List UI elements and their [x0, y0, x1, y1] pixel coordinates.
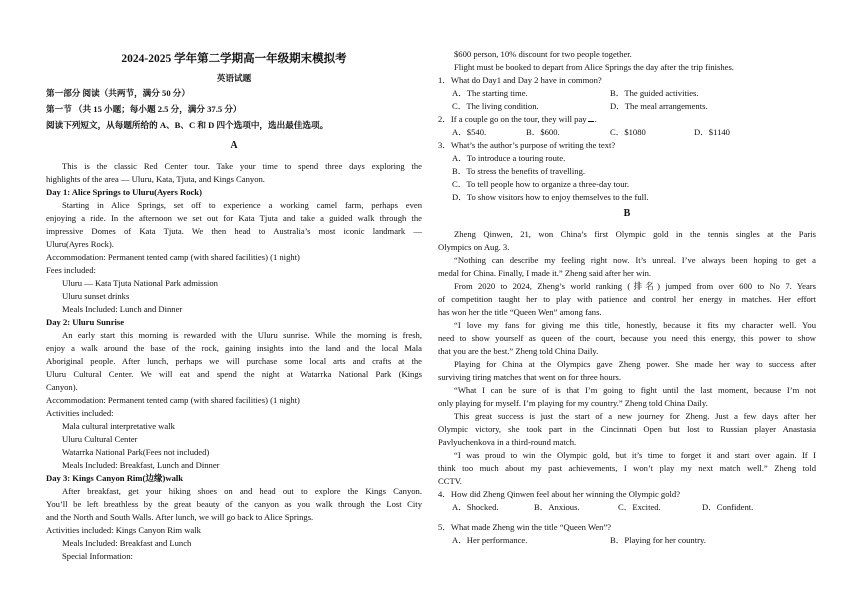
- passage-a-line: and the North and South Walls. After lunch, we will go back to Alice Springs.: [46, 512, 314, 522]
- question-5: 5．What made Zheng win the title “Queen Wen”?: [438, 522, 612, 532]
- passage-b-line: that you are the best.” Zheng told China Daily.: [438, 346, 599, 356]
- fee-item: Uluru sunset drinks: [62, 291, 130, 301]
- q2-option-c[interactable]: C．$1080: [610, 127, 646, 137]
- q2-option-a[interactable]: A．$540.: [452, 127, 487, 137]
- q3-option-a[interactable]: A．To introduce a touring route.: [452, 153, 566, 163]
- passage-b-line: CCTV.: [438, 476, 462, 486]
- directions: 阅读下列短文，从每题所给的 A、B、C 和 D 四个选项中，选出最佳选项。: [46, 120, 329, 130]
- special-info-heading: Special Information:: [62, 551, 133, 561]
- q5-option-a[interactable]: A．Her performance.: [452, 535, 528, 545]
- passage-b-line: Olympics on Aug. 3.: [438, 242, 510, 252]
- passage-b-line: has won her the title “Queen Wen” among fans.: [438, 307, 602, 317]
- q1-option-b[interactable]: B．The guided activities.: [610, 88, 699, 98]
- passage-b-line: From 2020 to 2024, Zheng’s world ranking (排名) jumped from over 600 to No 7. Years: [454, 281, 816, 291]
- passage-a-line: After breakfast, get your hiking shoes on and head out to explore the Kings Canyon.: [62, 486, 422, 496]
- activities-line: Activities included: Kings Canyon Rim walk: [46, 525, 201, 535]
- question-3: 3．What’s the author’s purpose of writing the text?: [438, 140, 616, 150]
- passage-a-line: highlights of the area — Uluru, Kata, Tjuta, and Kings Canyon.: [46, 174, 265, 184]
- answer-blank: [588, 113, 594, 122]
- passage-b-line: This great success is just the start of a new journey for Zheng. Just a few days after her: [454, 411, 816, 421]
- passage-a-line: enjoying a ride. In the afternoon we set out for Kata Tjuta and take a guided walk through the: [46, 213, 422, 223]
- q3-option-b[interactable]: B．To stress the benefits of travelling.: [452, 166, 586, 176]
- q1-option-d[interactable]: D．The meal arrangements.: [610, 101, 708, 111]
- activity-item: Mala cultural interpretative walk: [62, 421, 175, 431]
- passage-a-label: A: [230, 140, 238, 151]
- meals-line: Meals Included: Lunch and Dinner: [62, 304, 183, 314]
- accommodation-line: Accommodation: Permanent tented camp (with shared facilities) (1 night): [46, 252, 300, 262]
- passage-a-line: Starting in Alice Springs, set off to experience a working camel farm, perhaps even: [62, 200, 422, 210]
- q5-option-b[interactable]: B．Playing for her country.: [610, 535, 706, 545]
- passage-b-line: Zheng Qinwen, 21, won China’s first Olympic gold in the tennis singles at the Paris: [454, 229, 816, 239]
- passage-b-line: only playing for myself. I’m playing for my country.” Zheng told China Daily.: [438, 398, 708, 408]
- passage-a-line: Canyon).: [46, 382, 78, 392]
- q4-option-c[interactable]: C．Excited.: [618, 502, 661, 512]
- fee-item: Uluru — Kata Tjuta National Park admission: [62, 278, 218, 288]
- passage-b-line: Pavlyuchenkova in a third-round match.: [438, 437, 577, 447]
- day3-heading: Day 3: Kings Canyon Rim(边缘)walk: [46, 473, 184, 483]
- activity-item: Uluru Cultural Center: [62, 434, 138, 444]
- passage-b-line: need to show yourself as queen of the court, because you need this energy, this power to show: [438, 333, 816, 343]
- passage-b-line: Playing for China at the Olympics gave Zheng power. She made her way to success after: [454, 359, 816, 369]
- question-1: 1．What do Day1 and Day 2 have in common?: [438, 75, 602, 85]
- q4-option-a[interactable]: A．Shocked.: [452, 502, 499, 512]
- q2-option-d[interactable]: D．$1140: [694, 127, 730, 137]
- exam-subtitle: 英语试题: [216, 73, 252, 83]
- day2-heading: Day 2: Uluru Sunrise: [46, 317, 125, 327]
- fees-heading: Fees included:: [46, 265, 96, 275]
- passage-a-line: impressive Domes of Kata Tjuta. We then head to Australia’s most iconic landmark —: [46, 226, 422, 236]
- part-heading: 第一部分 阅读（共两节，满分 50 分）: [46, 88, 190, 98]
- flight-line: Flight must be booked to depart from Alice Springs the day after the trip finishes.: [454, 62, 734, 72]
- passage-b-line: think too much about my past achievements, I won’t play my next match well.” Zheng told: [438, 463, 816, 473]
- passage-a-line: This is the classic Red Center tour. Take your time to spend three days exploring the: [62, 161, 422, 171]
- activities-heading: Activities included:: [46, 408, 114, 418]
- passage-b-line: Olympic victory, she took part in the Cincinnati Open but lost to Russian player Anastasia: [438, 424, 816, 434]
- passage-a-line: You’ll be left breathless by the great beauty of the canyon as you walk through the Lost City: [46, 499, 422, 509]
- passage-b-label: B: [623, 208, 631, 219]
- question-2-end: .: [594, 114, 597, 124]
- question-2: [438, 113, 597, 125]
- activity-item: Watarrka National Park(Fees not included): [62, 447, 210, 457]
- q4-option-b[interactable]: B．Anxious.: [534, 502, 580, 512]
- passage-a-line: Uluru Cultural Center. We will eat and spend the night at Watarrka National Park (Kings: [46, 369, 422, 379]
- q1-option-c[interactable]: C．The living condition.: [452, 101, 539, 111]
- price-line: $600 person, 10% discount for two people together.: [454, 49, 632, 59]
- q2-option-b[interactable]: B．$600.: [526, 127, 560, 137]
- question-4: 4．How did Zheng Qinwen feel about her winning the Olympic gold?: [438, 489, 681, 499]
- passage-b-line: “What I can be sure of is that I’m going to fight until the last moment, because I’m not: [454, 385, 816, 395]
- passage-b-line: “I love my fans for giving me this title, honestly, because it fits my character well. You: [454, 320, 816, 330]
- passage-a-line: Aboriginal people. After lunch, perhaps we will purchase some local arts and crafts at the: [46, 356, 422, 366]
- q3-option-c[interactable]: C．To tell people how to organize a three-day tour.: [452, 179, 630, 189]
- passage-b-line: surviving tiring matches that went on for three hours.: [438, 372, 622, 382]
- passage-a-line: Uluru(Ayres Rock).: [46, 239, 114, 249]
- accommodation-line: Accommodation: Permanent tented camp (with shared facilities) (1 night): [46, 395, 300, 405]
- section-heading: 第一节 （共 15 小题；每小题 2.5 分，满分 37.5 分）: [46, 104, 242, 114]
- passage-b-line: medal for China. Finally, I made it.” Zheng said after her win.: [438, 268, 652, 278]
- q3-option-d[interactable]: D．To show visitors how to enjoy themselves to the full.: [452, 192, 649, 202]
- passage-b-line: of competition taught her to play with patience and control her energy in matches. Her effort: [438, 294, 816, 304]
- question-2-stem: 2．If a couple go on the tour, they will pay: [438, 114, 587, 124]
- passage-b-line: “I was proud to win the Olympic gold, but it’s time to forget it and start over again. If I: [454, 450, 816, 460]
- passage-a-line: enjoy a walk around the base of the rock, gaining insights into the land and the local Mala: [46, 343, 422, 353]
- q4-option-d[interactable]: D．Confident.: [702, 502, 754, 512]
- passage-a-line: An early start this morning is rewarded with the Uluru sunrise. While the morning is fresh,: [62, 330, 422, 340]
- meals-line: Meals Included: Breakfast, Lunch and Dinner: [62, 460, 220, 470]
- exam-title: 2024-2025 学年第二学期高一年级期末模拟考: [121, 53, 347, 65]
- day1-heading: Day 1: Alice Springs to Uluru(Ayers Rock): [46, 187, 202, 197]
- q1-option-a[interactable]: A．The starting time.: [452, 88, 528, 98]
- passage-b-line: “Nothing can describe my feeling right now. It’s unreal. I’ve always been hoping to get a: [454, 255, 816, 265]
- meals-line: Meals Included: Breakfast and Lunch: [62, 538, 192, 548]
